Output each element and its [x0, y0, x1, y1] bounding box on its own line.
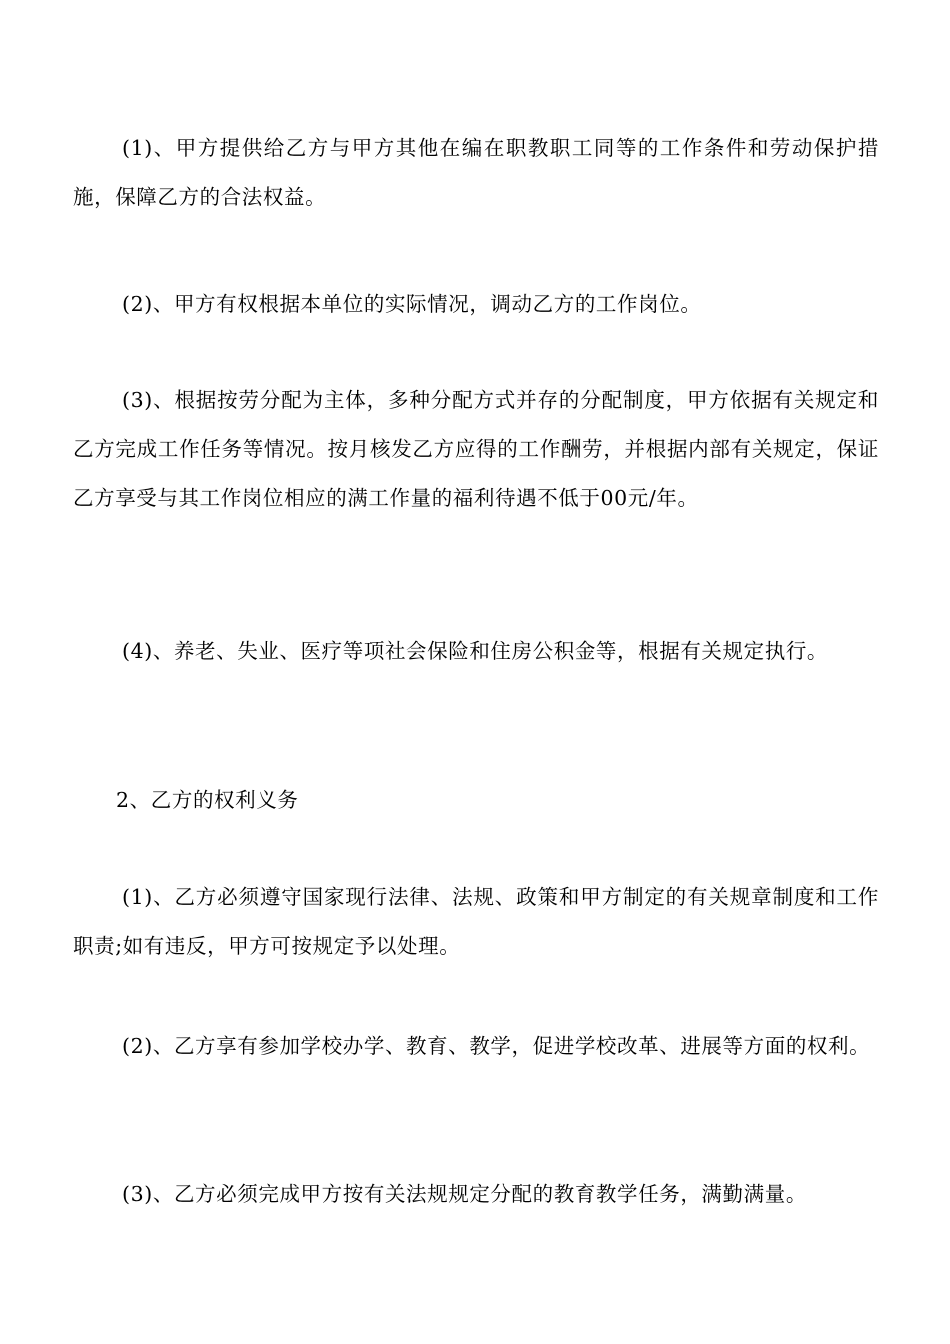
section-heading: 2、乙方的权利义务 — [116, 788, 299, 812]
paragraph-a1: (1)、甲方提供给乙方与甲方其他在编在职教职工同等的工作条件和劳动保护措施，保障乙方的合法权益。 — [73, 136, 879, 209]
paragraph-b2: (2)、乙方享有参加学校办学、教育、教学，促进学校改革、进展等方面的权利。 — [122, 1034, 871, 1058]
paragraph-a2: (2)、甲方有权根据本单位的实际情况，调动乙方的工作岗位。 — [122, 292, 702, 316]
paragraph-b3: (3)、乙方必须完成甲方按有关法规规定分配的教育教学任务，满勤满量。 — [122, 1182, 807, 1206]
paragraph-a4: (4)、养老、失业、医疗等项社会保险和住房公积金等，根据有关规定执行。 — [122, 639, 829, 663]
paragraph-a3: (3)、根据按劳分配为主体，多种分配方式并存的分配制度，甲方依据有关规定和乙方完成工作任务等情况。按月核发乙方应得的工作酬劳，并根据内部有关规定，保证乙方享受与其工作岗位相应的满工作量的福利待遇不低于00元/年。 — [73, 388, 879, 510]
paragraph-b1: (1)、乙方必须遵守国家现行法律、法规、政策和甲方制定的有关规章制度和工作职责;如有违反，甲方可按规定予以处理。 — [73, 885, 879, 958]
